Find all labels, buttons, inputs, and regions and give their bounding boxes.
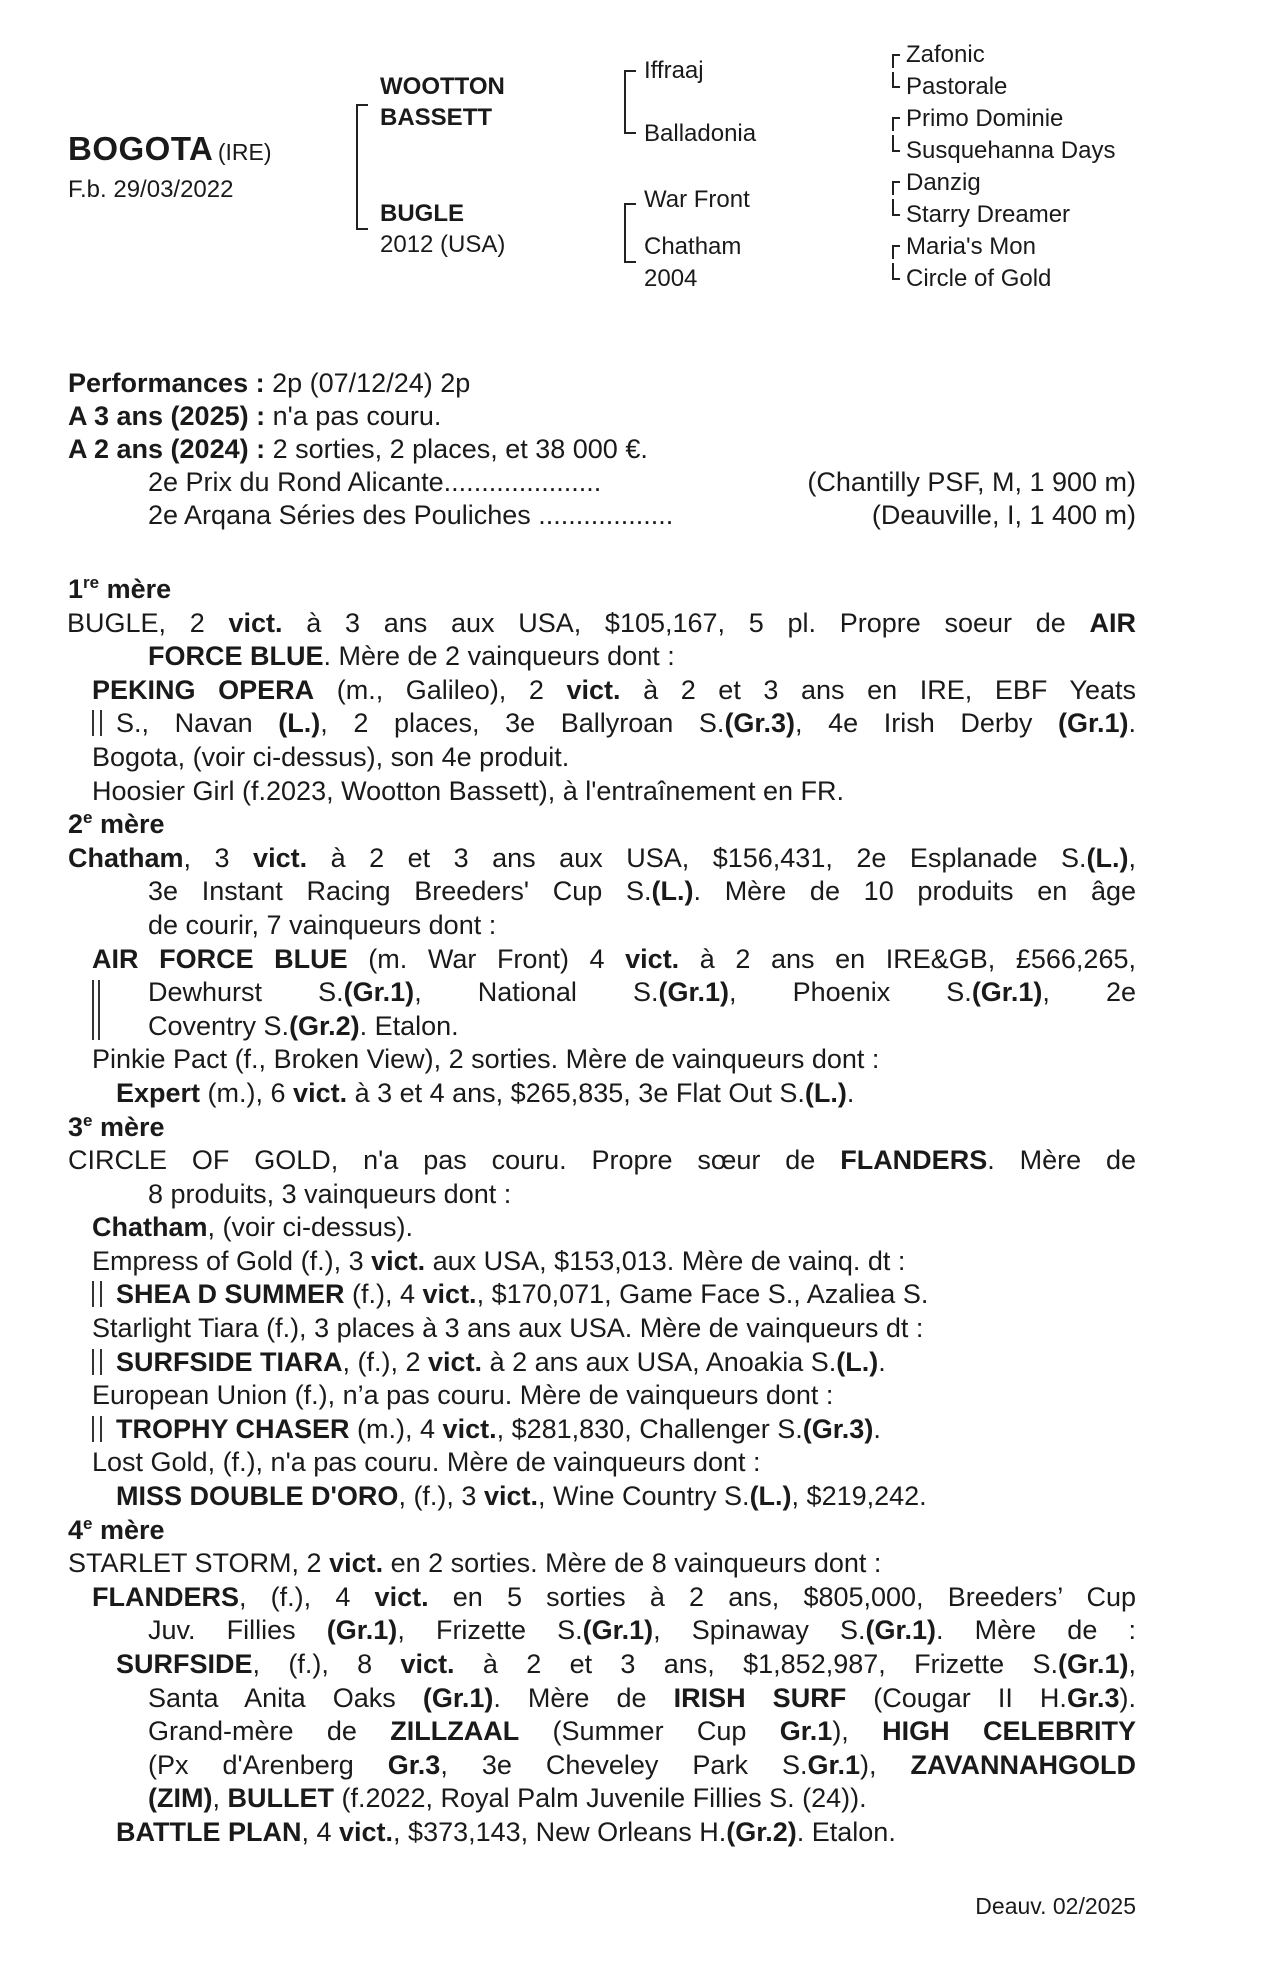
text-fragment: , (1128, 842, 1136, 873)
text-fragment: vict. (400, 1649, 455, 1679)
gen4-7: Maria's Mon (906, 233, 1036, 260)
bogota-line: Bogota, (voir ci-dessus), son 4e produit. (92, 741, 570, 772)
text-fragment: en 2 sorties. Mère de 8 vainqueurs dont : (383, 1548, 882, 1579)
text-fragment: Juv. Fillies (148, 1615, 327, 1646)
text-fragment: . Mère de (987, 1145, 1136, 1176)
age3-label: A 3 ans (2025) : (68, 401, 266, 431)
text-fragment: aux USA, $153,013. Mère de vainq. dt : (425, 1245, 906, 1276)
text-fragment: (f.), 4 (344, 1279, 423, 1310)
gen3-sire-sire: Iffraaj (644, 57, 704, 84)
text-fragment: 1 (68, 574, 84, 604)
age2-label: A 2 ans (2024) : (68, 434, 266, 464)
sire-name-line2: BASSETT (380, 104, 493, 131)
air-force-blue-line-1 (68, 943, 1136, 977)
text-fragment: , 3 (183, 842, 254, 873)
text-fragment: PEKING OPERA (92, 674, 315, 705)
text-fragment: , 4e Irish Derby (794, 708, 1058, 739)
text-fragment: , (212, 1783, 228, 1814)
flanders-line-2 (68, 1614, 1136, 1648)
text-fragment: , (voir ci-dessus). (207, 1212, 414, 1243)
text-fragment: STARLET STORM, 2 (68, 1548, 330, 1579)
gen4-2: Pastorale (906, 73, 1008, 100)
surfside-line-5 (68, 1782, 1136, 1816)
flanders-line-1 (68, 1581, 1136, 1615)
mere-heading-2 (68, 808, 1136, 842)
text-fragment: . Mère de (493, 1682, 674, 1713)
text-fragment: (Gr.1) (582, 1615, 654, 1646)
mere-heading-1 (68, 573, 1136, 607)
text-fragment: (Cougar II H. (846, 1682, 1067, 1713)
bracket-gen4-4a (892, 245, 900, 259)
european-union-line: European Union (f.), n’a pas couru. Mère de vainqueurs dont : (92, 1380, 834, 1411)
text-fragment: FORCE BLUE (148, 641, 324, 672)
text-fragment: , (f.), 2 (342, 1346, 429, 1377)
text-fragment: CIRCLE OF GOLD, n'a pas couru. Propre sœur de (68, 1145, 841, 1176)
text-fragment: S., Navan (116, 708, 279, 739)
text-fragment: (L.) (749, 1481, 792, 1512)
text-fragment: vict. (329, 1548, 384, 1579)
text-fragment: . Mère de 10 produits en âge (693, 876, 1136, 907)
starlight-line: Starlight Tiara (f.), 3 places à 3 ans aux USA. Mère de vainqueurs dt : (92, 1313, 924, 1344)
circle-of-gold-line-2: 8 produits, 3 vainqueurs dont : (148, 1178, 512, 1209)
gen4-4: Susquehanna Days (906, 137, 1116, 164)
chatham-ref-line (68, 1211, 1136, 1245)
footer-date: Deauv. 02/2025 (975, 1893, 1136, 1919)
text-fragment: Grand-mère de (148, 1716, 391, 1747)
air-force-blue-line-2 (68, 976, 1136, 1010)
text-fragment: (L.) (651, 876, 694, 907)
gen3-dam-sire: War Front (644, 186, 750, 213)
text-fragment: ). (1119, 1682, 1136, 1713)
text-fragment: MISS DOUBLE D'ORO (116, 1481, 399, 1512)
bracket-sire (624, 70, 636, 134)
text-fragment: Empress of Gold (f.), 3 (92, 1245, 372, 1276)
text-fragment: (Gr.1) (1057, 1649, 1129, 1679)
text-fragment: vict. (293, 1077, 348, 1108)
m1-line-2 (68, 640, 1136, 674)
age2-value: 2 sorties, 2 places, et 38 000 €. (272, 434, 648, 464)
text-fragment: FLANDERS (840, 1145, 988, 1176)
hoosier-line: Hoosier Girl (f.2023, Wootton Bassett), à l'entraînement en FR. (92, 775, 844, 806)
race-name: 2e Prix du Rond Alicante..................... (148, 467, 602, 497)
air-force-blue-block (68, 976, 1136, 1043)
bracket-gen4-2b (892, 135, 900, 152)
bracket-gen4-1b (892, 72, 900, 88)
text-fragment: à 2 et 3 ans en IRE, EBF Yeats (620, 674, 1136, 705)
text-fragment: vict. (566, 674, 621, 705)
gen4-5: Danzig (906, 169, 981, 196)
expert-line (68, 1077, 1136, 1111)
bracket-gen4-2a (892, 117, 900, 131)
race-detail: (Chantilly PSF, M, 1 900 m) (807, 467, 1136, 497)
text-fragment: vict. (228, 607, 283, 638)
text-fragment: mère (100, 809, 165, 840)
text-fragment: AIR (1089, 607, 1136, 638)
pinkie-line: Pinkie Pact (f., Broken View), 2 sorties. Mère de vainqueurs dont : (92, 1044, 880, 1075)
text-fragment: FLANDERS (92, 1581, 239, 1612)
surfside-line-1 (68, 1648, 1136, 1682)
text-fragment: vict. (422, 1279, 477, 1310)
text-fragment: AIR FORCE BLUE (92, 943, 348, 974)
text-fragment: HIGH CELEBRITY (882, 1716, 1136, 1747)
sire-name-line1: WOOTTON (380, 73, 505, 100)
text-fragment: (Px d'Arenberg (148, 1749, 388, 1780)
text-fragment: (L.) (836, 1346, 879, 1377)
horse-title (68, 130, 272, 168)
text-fragment: 3 (68, 1111, 84, 1142)
text-fragment: mère (106, 574, 172, 604)
text-fragment: vict. (253, 842, 308, 873)
text-fragment: Gr.1 (807, 1749, 861, 1780)
chatham-line-1 (68, 842, 1136, 876)
text-fragment: (Gr.3) (724, 708, 795, 739)
text-fragment: vict. (442, 1413, 497, 1444)
gen3-dam-dam: Chatham (644, 233, 742, 260)
text-fragment: ZILLZAAL (390, 1716, 520, 1747)
text-fragment: (Summer Cup (519, 1716, 780, 1747)
performances-value: 2p (07/12/24) 2p (272, 368, 471, 398)
race-line (68, 499, 1136, 532)
text-fragment: Gr.3 (387, 1749, 441, 1780)
text-fragment: (Gr.1) (1057, 708, 1129, 739)
text-fragment: (Gr.1) (658, 977, 730, 1008)
battle-plan-line (68, 1816, 1136, 1850)
continuation-bar (92, 1281, 102, 1307)
text-fragment: BUGLE, 2 (67, 607, 229, 638)
text-fragment: BULLET (227, 1783, 334, 1814)
text-fragment: (m., Galileo), 2 (314, 674, 567, 705)
text-fragment: 4 (68, 1514, 84, 1545)
text-fragment: (Gr.3) (802, 1413, 874, 1444)
text-fragment: IRISH SURF (673, 1682, 847, 1713)
text-fragment: TROPHY CHASER (116, 1413, 350, 1444)
text-fragment: e (83, 1513, 93, 1533)
gen4-3: Primo Dominie (906, 105, 1064, 132)
text-fragment: à 2 et 3 ans aux USA, $156,431, 2e Esplanade S. (307, 842, 1087, 873)
text-fragment: à 2 ans aux USA, Anoakia S. (482, 1346, 837, 1377)
horse-name: BOGOTA (68, 130, 214, 167)
continuation-bar (92, 1416, 102, 1442)
text-fragment: , National S. (414, 977, 659, 1008)
text-fragment: ), (832, 1716, 883, 1747)
text-fragment: (f.2022, Royal Palm Juvenile Fillies S. (24)). (333, 1783, 867, 1814)
surfside-line-2 (68, 1682, 1136, 1716)
text-fragment: . (878, 1346, 886, 1377)
text-fragment: (Gr.1) (422, 1682, 494, 1713)
text-fragment: vict. (483, 1481, 538, 1512)
continuation-bar (92, 980, 100, 1040)
text-fragment: . (873, 1413, 881, 1444)
text-fragment: , Wine Country S. (537, 1481, 750, 1512)
text-fragment: vict. (339, 1816, 394, 1847)
text-fragment: , 4 (301, 1816, 340, 1847)
shea-line (68, 1278, 1136, 1312)
text-fragment: . Mère de : (936, 1615, 1136, 1646)
text-fragment: vict. (374, 1581, 429, 1612)
text-fragment: vict. (371, 1245, 426, 1276)
bracket-gen1 (356, 104, 368, 230)
text-fragment: , (f.), 4 (239, 1581, 375, 1612)
bracket-gen4-3a (892, 181, 900, 195)
text-fragment: Gr.1 (779, 1716, 833, 1747)
text-fragment: , (f.), 3 (398, 1481, 484, 1512)
text-fragment: à 2 et 3 ans, $1,852,987, Frizette S. (454, 1649, 1058, 1679)
text-fragment: à 3 et 4 ans, $265,835, 3e Flat Out S. (347, 1077, 805, 1108)
horse-country: (IRE) (217, 139, 272, 165)
text-fragment: (Gr.1) (865, 1615, 937, 1646)
text-fragment: (L.) (278, 708, 321, 739)
trophy-chaser-line (68, 1413, 1136, 1447)
text-fragment: (m. War Front) 4 (347, 943, 626, 974)
text-fragment: . Etalon. (359, 1010, 459, 1041)
text-fragment: ), (860, 1749, 911, 1780)
text-fragment: vict. (428, 1346, 483, 1377)
text-fragment: (Gr.1) (326, 1615, 398, 1646)
text-fragment: (m.), 4 (349, 1413, 443, 1444)
text-fragment: à 2 ans en IRE&GB, £566,265, (679, 943, 1136, 974)
text-fragment: (Gr.2) (726, 1816, 797, 1847)
text-fragment: , (1128, 1649, 1136, 1679)
text-fragment: (ZIM) (148, 1783, 213, 1814)
performances-section (68, 367, 1136, 532)
text-fragment: (Gr.2) (289, 1010, 360, 1041)
text-fragment: (m.), 6 (200, 1077, 294, 1108)
text-fragment: . Mère de 2 vainqueurs dont : (323, 641, 675, 672)
age2-line (68, 433, 1136, 466)
surfside-line-3 (68, 1715, 1136, 1749)
text-fragment: Dewhurst S. (148, 977, 344, 1008)
text-fragment: , $170,071, Game Face S., Azaliea S. (476, 1279, 929, 1310)
text-fragment: mère (100, 1111, 165, 1142)
text-fragment: 3e Instant Racing Breeders' Cup S. (148, 876, 652, 907)
text-fragment: en 5 sorties à 2 ans, $805,000, Breeders’ Cup (428, 1581, 1136, 1612)
text-fragment: SURFSIDE TIARA (116, 1346, 343, 1377)
text-fragment: e (83, 808, 93, 828)
mere-heading-3 (68, 1111, 1136, 1145)
text-fragment: Gr.3 (1066, 1682, 1120, 1713)
text-fragment: . Etalon. (796, 1816, 896, 1847)
gen4-6: Starry Dreamer (906, 201, 1071, 228)
text-fragment: . (846, 1077, 855, 1108)
text-fragment: . (1128, 708, 1136, 739)
text-fragment: , Phoenix S. (729, 977, 972, 1008)
performances-label: Performances : (68, 368, 265, 398)
starlet-storm-line (68, 1547, 1136, 1581)
race-name: 2e Arqana Séries des Pouliches .................. (148, 500, 674, 530)
text-fragment: Chatham (68, 842, 184, 873)
horse-info: F.b. 29/03/2022 (68, 176, 234, 203)
m1-line-1 (67, 607, 1136, 641)
text-fragment: , $219,242. (791, 1481, 927, 1512)
text-fragment: , 2e (1042, 977, 1136, 1008)
surfside-line-4 (68, 1749, 1136, 1783)
continuation-bar (92, 710, 102, 736)
gen4-1: Zafonic (906, 41, 985, 68)
text-fragment: vict. (625, 943, 680, 974)
lost-gold-line: Lost Gold, (f.), n'a pas couru. Mère de vainqueurs dont : (92, 1447, 761, 1478)
race-detail: (Deauville, I, 1 400 m) (871, 500, 1136, 530)
bracket-gen4-3b (892, 199, 900, 216)
family-section (68, 573, 1136, 1850)
performances-line (68, 367, 1136, 400)
text-fragment: re (83, 573, 100, 592)
continuation-bar (92, 1349, 102, 1375)
text-fragment: , Spinaway S. (653, 1615, 866, 1646)
text-fragment: Chatham (92, 1212, 208, 1243)
dam-name: BUGLE (380, 200, 464, 227)
text-fragment: SURFSIDE (116, 1649, 253, 1679)
text-fragment: 2 (68, 809, 84, 840)
chatham-line-3: de courir, 7 vainqueurs dont : (148, 909, 497, 940)
mere-heading-4 (68, 1514, 1136, 1548)
chatham-line-2 (68, 875, 1136, 909)
text-fragment: BATTLE PLAN (116, 1816, 302, 1847)
gen3-dam-dam-year: 2004 (644, 265, 698, 292)
text-fragment: (L.) (1086, 842, 1129, 873)
race-line (68, 466, 1136, 499)
miss-double-doro-line (68, 1480, 1136, 1514)
bracket-gen4-1a (892, 54, 900, 68)
text-fragment: , Frizette S. (397, 1615, 583, 1646)
text-fragment: e (83, 1110, 93, 1130)
circle-of-gold-line-1 (68, 1144, 1136, 1178)
text-fragment: mère (100, 1514, 165, 1545)
dam-info: 2012 (USA) (380, 231, 506, 258)
text-fragment: Coventry S. (148, 1010, 290, 1041)
air-force-blue-line-3 (68, 1010, 1136, 1044)
age3-value: n'a pas couru. (272, 401, 442, 431)
text-fragment: Expert (116, 1077, 201, 1108)
age3-line (68, 400, 1136, 433)
text-fragment: (L.) (804, 1077, 847, 1108)
text-fragment: , 3e Cheveley Park S. (440, 1749, 808, 1780)
peking-opera-line-2 (68, 707, 1136, 741)
gen4-8: Circle of Gold (906, 265, 1052, 292)
text-fragment: , 2 places, 3e Ballyroan S. (320, 708, 725, 739)
text-fragment: ZAVANNAHGOLD (910, 1749, 1136, 1780)
bracket-dam (624, 203, 636, 263)
surfside-tiara-line (68, 1346, 1136, 1380)
text-fragment: , $281,830, Challenger S. (496, 1413, 803, 1444)
text-fragment: Santa Anita Oaks (148, 1682, 423, 1713)
peking-opera-line-1 (68, 674, 1136, 708)
text-fragment: (Gr.1) (343, 977, 415, 1008)
empress-line (68, 1245, 1136, 1279)
bracket-gen4-4b (892, 263, 900, 280)
text-fragment: (Gr.1) (971, 977, 1043, 1008)
text-fragment: à 3 ans aux USA, $105,167, 5 pl. Propre soeur de (282, 607, 1090, 638)
text-fragment: , $373,143, New Orleans H. (393, 1816, 727, 1847)
gen3-sire-dam: Balladonia (644, 120, 757, 147)
text-fragment: , (f.), 8 (252, 1649, 401, 1679)
text-fragment: SHEA D SUMMER (116, 1279, 345, 1310)
